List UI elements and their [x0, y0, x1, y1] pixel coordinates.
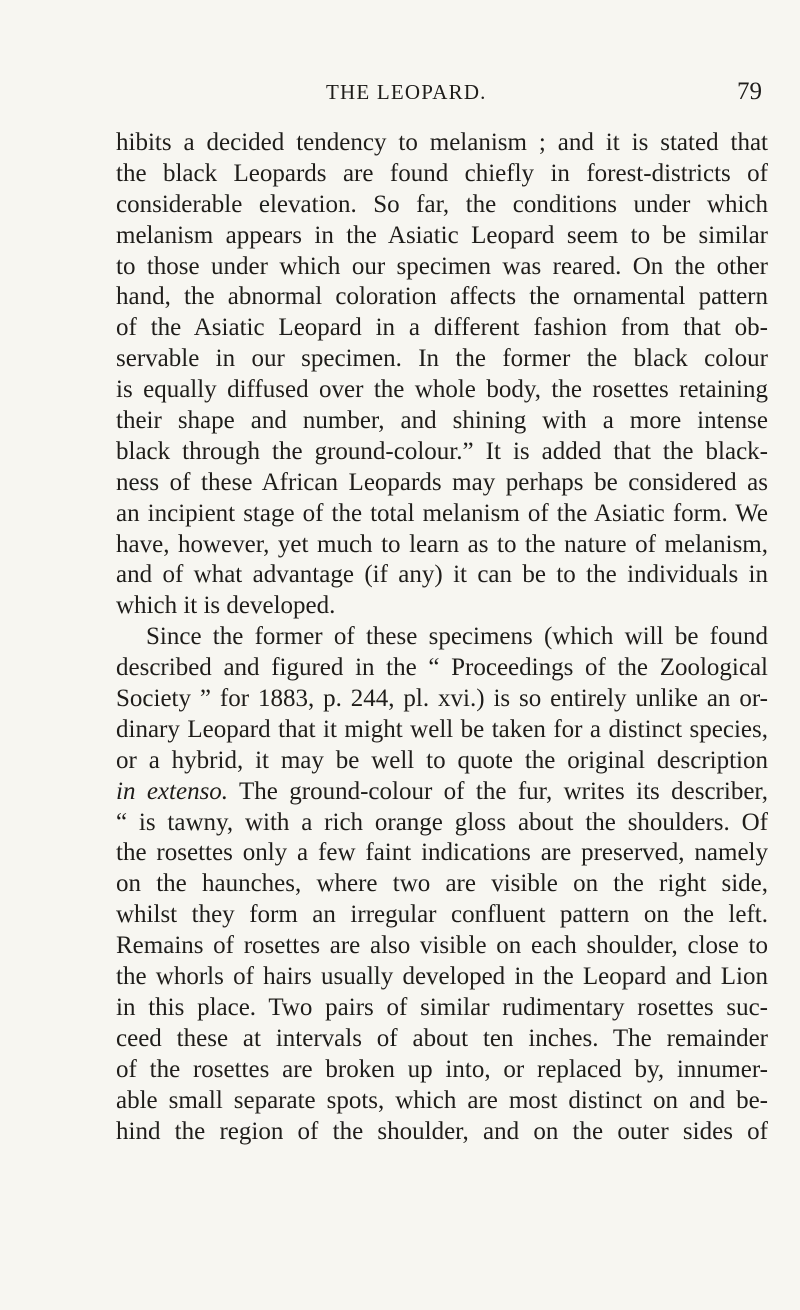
text-line: and of what advantage (if any) it can be to the individuals in	[116, 561, 768, 589]
text-line: the black Leopards are found chiefly in forest-districts of	[116, 159, 768, 187]
text-line: their shape and number, and shining with a more intense	[116, 407, 768, 435]
text-line: to those under which our specimen was reared. On the other	[116, 252, 768, 280]
text-line: which it is developed.	[116, 592, 336, 620]
text-line: ceed these at intervals of about ten inches. The remainder	[116, 1024, 768, 1052]
text-line-mixed	[116, 777, 768, 808]
body-text	[116, 128, 768, 1147]
text-line: ness of these African Leopards may perhaps be considered as	[116, 468, 768, 496]
text-line: or a hybrid, it may be well to quote the original description	[116, 746, 768, 774]
text-line: considerable elevation. So far, the conditions under which	[116, 190, 768, 218]
running-title: THE LEOPARD.	[326, 80, 487, 104]
text-line: have, however, yet much to learn as to the nature of melanism,	[116, 530, 768, 558]
text-line-rest: The ground-colour of the fur, writes its describer,	[239, 777, 768, 805]
running-head	[116, 76, 768, 110]
page-number: 79	[737, 78, 762, 105]
text-line: the rosettes only a few faint indications are preserved, namely	[116, 839, 768, 867]
text-line: “ is tawny, with a rich orange gloss about the shoulders. Of	[116, 808, 768, 836]
text-line: hibits a decided tendency to melanism ; and it is stated that	[116, 129, 768, 156]
text-line: servable in our specimen. In the former the black colour	[116, 345, 768, 373]
text-line: whilst they form an irregular confluent pattern on the left.	[116, 901, 768, 929]
text-line: the whorls of hairs usually developed in the Leopard and Lion	[116, 963, 768, 991]
text-line: dinary Leopard that it might well be taken for a distinct species,	[116, 715, 768, 743]
text-line: on the haunches, where two are visible on the right side,	[116, 870, 768, 898]
text-line: is equally diffused over the whole body, the rosettes retaining	[116, 376, 768, 404]
text-line: in this place. Two pairs of similar rudimentary rosettes suc-	[116, 993, 768, 1021]
text-line: melanism appears in the Asiatic Leopard seem to be similar	[116, 221, 768, 249]
italic-phrase: in extenso.	[116, 777, 229, 805]
text-line: hind the region of the shoulder, and on the outer sides of	[116, 1117, 768, 1145]
text-line: Society ” for 1883, p. 244, pl. xvi.) is so entirely unlike an or-	[116, 685, 768, 713]
text-line: of the rosettes are broken up into, or replaced by, innumer-	[116, 1055, 768, 1083]
text-line: black through the ground-colour.” It is added that the black-	[116, 437, 768, 465]
text-line: an incipient stage of the total melanism of the Asiatic form. We	[116, 499, 768, 527]
text-line: hand, the abnormal coloration affects the ornamental pattern	[116, 283, 768, 311]
text-line: Remains of rosettes are also visible on each shoulder, close to	[116, 932, 768, 960]
text-line: able small separate spots, which are most distinct on and be-	[116, 1086, 768, 1114]
text-line: described and figured in the “ Proceedings of the Zoological	[116, 654, 768, 682]
text-line: Since the former of these specimens (which will be found	[146, 623, 768, 651]
text-line: of the Asiatic Leopard in a different fashion from that ob-	[116, 314, 768, 342]
